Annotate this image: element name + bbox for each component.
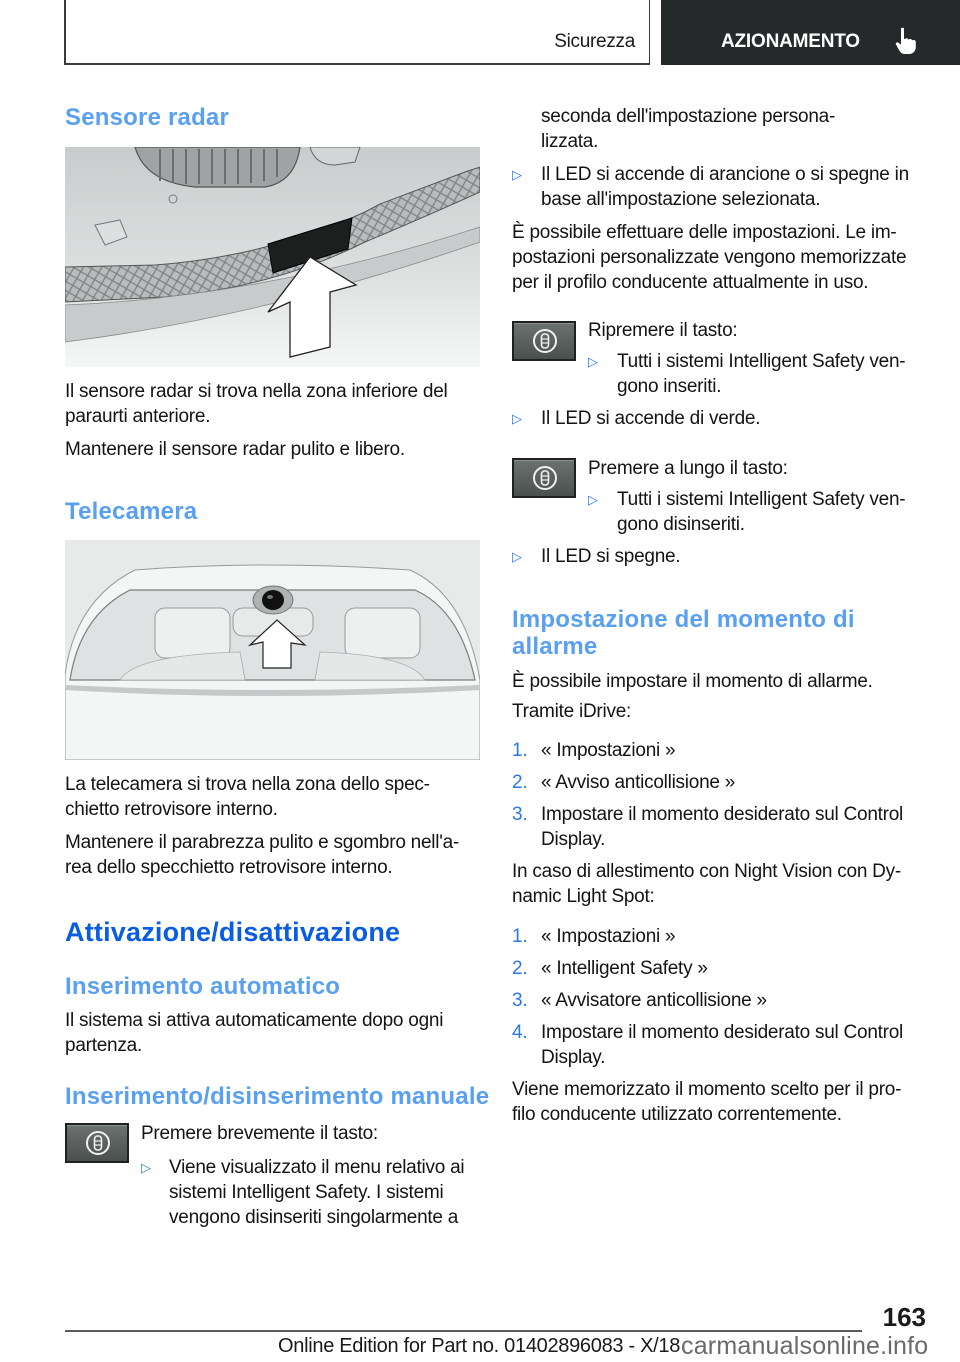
step-text: « Intelligent Safety » (541, 958, 708, 979)
text-line: filo conducente utilizzato correntemente. (512, 1104, 842, 1125)
step-number: 4. (512, 1022, 528, 1043)
step-text: « Impostazioni » (541, 926, 676, 947)
step-text: « Avviso anticollisione » (541, 772, 736, 793)
camera-maintenance-text (65, 830, 459, 880)
text-line: Viene memorizzato il momento scelto per il pro- (512, 1079, 902, 1100)
bullet-triangle-icon: ▷ (512, 549, 522, 564)
text-line: La telecamera si trova nella zona dello spec- (65, 774, 430, 795)
auto-activation-text (65, 1008, 443, 1058)
heading-camera: Telecamera (65, 498, 198, 525)
bullet-text (169, 1155, 464, 1230)
section-label: Sicurezza (554, 31, 635, 52)
step-number: 1. (512, 926, 528, 947)
step-text: « Impostazioni » (541, 740, 676, 761)
heading-auto-activation: Inserimento automatico (65, 973, 341, 1000)
text-line: Il sensore radar si trova nella zona inferiore del (65, 381, 448, 402)
step-text: « Avvisatore anticollisione » (541, 990, 767, 1011)
step-number: 2. (512, 958, 528, 979)
bullet-text (617, 349, 905, 399)
heading-line: Impostazione del momento di (512, 606, 855, 633)
bullet-text: Il LED si accende di verde. (541, 408, 761, 429)
text-line: base all'impostazione selezionata. (541, 189, 821, 210)
step-number: 2. (512, 772, 528, 793)
pointing-hand-icon (895, 27, 917, 55)
bullet-text: Il LED si spegne. (541, 546, 681, 567)
intelligent-safety-button-icon (65, 1123, 129, 1163)
header-section-tab (64, 0, 650, 65)
bullet-triangle-icon: ▷ (588, 492, 598, 507)
text-line: gono inseriti. (617, 376, 722, 397)
bullet-triangle-icon: ▷ (588, 354, 598, 369)
text-line: namic Light Spot: (512, 886, 655, 907)
heading-radar-sensor: Sensore radar (65, 104, 230, 131)
step-text (541, 1020, 903, 1070)
text-line: Display. (541, 1047, 606, 1068)
bullet-text (617, 487, 905, 537)
text-line: Mantenere il parabrezza pulito e sgombro nell'a- (65, 832, 460, 853)
radar-location-text (65, 379, 447, 429)
text-line: Impostare il momento desiderato sul Control (541, 1022, 904, 1043)
chapter-label: AZIONAMENTO (721, 31, 860, 52)
text-line: partenza. (65, 1035, 142, 1056)
step-number: 3. (512, 804, 528, 825)
text-line: È possibile effettuare delle impostazioni. Le im- (512, 222, 897, 243)
text-line: sistemi Intelligent Safety. I sistemi (169, 1182, 444, 1203)
radar-sensor-figure (65, 147, 480, 367)
text-line: seconda dell'impostazione persona- (541, 106, 836, 127)
intelligent-safety-button-icon (512, 321, 576, 361)
text-line: Tutti i sistemi Intelligent Safety ven- (617, 351, 906, 372)
heading-manual-activation: Inserimento/disinserimento manuale (65, 1083, 490, 1110)
bullet-triangle-icon: ▷ (512, 167, 522, 182)
bullet-triangle-icon: ▷ (141, 1160, 151, 1175)
step-number: 1. (512, 740, 528, 761)
heading-activation: Attivazione/disattivazione (65, 917, 401, 947)
alarm-intro-text: È possibile impostare il momento di allarme. (512, 671, 873, 692)
text-line: Viene visualizzato il menu relativo ai (169, 1157, 465, 1178)
text-line: paraurti anteriore. (65, 406, 211, 427)
text-line: Il LED si accende di arancione o si spegne in (541, 164, 909, 185)
text-line: gono disinseriti. (617, 514, 745, 535)
bullet-continuation-text (541, 104, 835, 154)
closing-text (512, 1077, 901, 1127)
radar-maintenance-text: Mantenere il sensore radar pulito e libero. (65, 439, 405, 460)
text-line: Tutti i sistemi Intelligent Safety ven- (617, 489, 906, 510)
night-vision-text (512, 859, 901, 909)
settings-text (512, 220, 906, 295)
bullet-text (541, 162, 909, 212)
long-press-label: Premere a lungo il tasto: (588, 458, 788, 479)
edition-text: Online Edition for Part no. 01402896083 - X/18 (278, 1335, 681, 1357)
text-line: per il profilo conducente attualmente in uso. (512, 272, 869, 293)
step-number: 3. (512, 990, 528, 1011)
page-number: 163 (882, 1302, 926, 1332)
text-line: rea dello specchietto retrovisore interno. (65, 857, 393, 878)
watermark-text: carmanualsonline.info (681, 1332, 929, 1360)
text-line: chietto retrovisore interno. (65, 799, 278, 820)
short-press-label: Premere brevemente il tasto: (141, 1123, 378, 1144)
header-chapter-tab[interactable] (661, 0, 960, 65)
text-line: vengono disinseriti singolarmente a (169, 1207, 459, 1228)
text-line: lizzata. (541, 131, 599, 152)
heading-alarm-timing (512, 606, 855, 660)
camera-location-text (65, 772, 430, 822)
heading-line: allarme (512, 633, 598, 660)
camera-figure (65, 540, 480, 760)
step-text (541, 802, 903, 852)
text-line: Il sistema si attiva automaticamente dopo ogni (65, 1010, 444, 1031)
idrive-label: Tramite iDrive: (512, 701, 632, 722)
bullet-triangle-icon: ▷ (512, 411, 522, 426)
text-line: Display. (541, 829, 606, 850)
text-line: In caso di allestimento con Night Vision con Dy- (512, 861, 901, 882)
intelligent-safety-button-icon (512, 458, 576, 498)
text-line: Impostare il momento desiderato sul Control (541, 804, 904, 825)
text-line: postazioni personalizzate vengono memorizzate (512, 247, 907, 268)
press-again-label: Ripremere il tasto: (588, 320, 738, 341)
